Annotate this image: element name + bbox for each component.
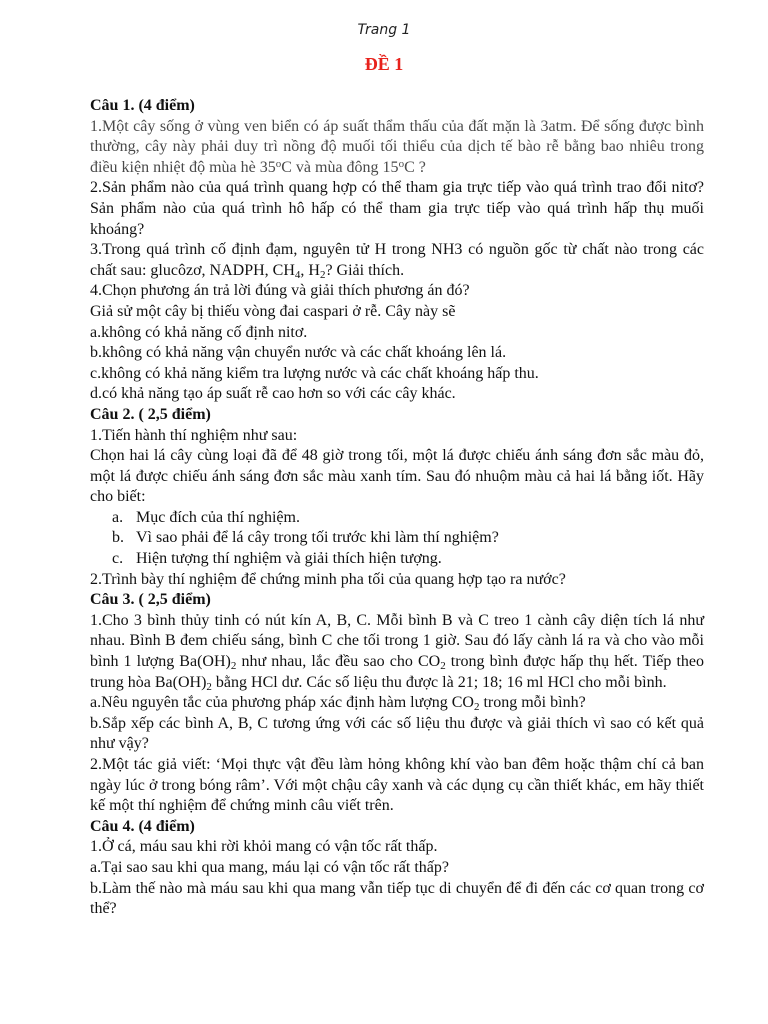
question-1-part-4-intro: Giả sử một cây bị thiếu vòng đai caspari ở rễ. Cây này sẽ: [90, 302, 456, 320]
document-body: [90, 96, 704, 920]
subscript: 2: [473, 701, 480, 714]
question-1-part-2: 2.Sản phẩm nào của quá trình quang hợp có thể tham gia trực tiếp vào quá trình trao đổi nitơ?Sản phẩm nào của quá trình hô hấp có thể tham gia trực tiếp vào quá trình hấp thụ muối khoáng?: [90, 179, 704, 238]
q1-p3-text: 3.Trong quá trình cố định đạm, nguyên tử H trong NH3 có nguồn gốc từ chất nào trong các chất sau: glucôzơ, NADPH, CH: [90, 241, 704, 279]
question-3-part-a: [90, 693, 704, 714]
question-4-part-1: 1.Ở cá, máu sau khi rời khỏi mang có vận tốc rất thấp.: [90, 838, 438, 856]
q3-p1-text-2: như nhau, lắc đều sao cho CO: [236, 653, 441, 671]
question-3-part-1: [90, 611, 704, 693]
question-3-heading: Câu 3. ( 2,5 điểm): [90, 591, 211, 609]
list-marker: b.: [112, 529, 124, 547]
question-4-part-a: a.Tại sao sau khi qua mang, máu lại có vận tốc rất thấp?: [90, 858, 449, 876]
q3-pa-text: a.Nêu nguyên tắc của phương pháp xác định hàm lượng CO: [90, 694, 474, 712]
question-2-part-1-body: Chọn hai lá cây cùng loại đã để 48 giờ trong tối, một lá được chiếu ánh sáng đơn sắc màu đỏ, một lá được chiếu ánh sáng đơn sắc màu xanh tím. Sau đó nhuộm màu cả hai lá bằng iốt. Hãy cho biết:: [90, 447, 704, 506]
subscript: 4: [294, 268, 301, 281]
question-3-part-2: 2.Một tác giả viết: ‘Mọi thực vật đều làm hỏng không khí vào ban đêm hoặc thậm chí cả ban ngày lúc ở trong bóng râm’. Với một chậu cây xanh và các dụng cụ cần thiết khác, em hãy thiết kế một thí nghiệm để chứng minh câu viết trên.: [90, 756, 704, 815]
question-3-part-b: b.Sắp xếp các bình A, B, C tương ứng với các số liệu thu được và giải thích vì sao có kết quả như vậy?: [90, 714, 704, 753]
q1-p1-text: 1.Một cây sống ở vùng ven biển có áp suất thẩm thấu của đất mặn là 3atm. Để sống được bình thường, cây này phải duy trì nồng độ muối tối thiểu của dịch tế bào rễ bằng bao nhiêu trong điều kiện nhiệt độ mùa hè 35: [90, 117, 704, 176]
question-1-part-4: 4.Chọn phương án trả lời đúng và giải thích phương án đó?: [90, 282, 470, 300]
list-item: [90, 528, 704, 549]
list-marker: a.: [112, 508, 124, 526]
question-4-part-b: b.Làm thế nào mà máu sau khi qua mang vẫn tiếp tục di chuyển để đi đến các cơ quan trong cơ thể?: [90, 879, 704, 918]
option-d: d.có khả năng tạo áp suất rễ cao hơn so với các cây khác.: [90, 385, 456, 403]
degree-mark: o: [275, 157, 282, 170]
degree-mark: o: [398, 157, 405, 170]
question-2-part-2: 2.Trình bày thí nghiệm để chứng minh pha tối của quang hợp tạo ra nước?: [90, 570, 566, 588]
q3-p1-text: 1.Cho 3 bình thủy tinh có nút kín A, B, C. Mỗi bình B và C treo 1 cành cây diện tích lá như nhau. Bình B đem chiếu sáng, bình C che tối trong 1 giờ. Sau đó lấy cành lá ra và cho vào mỗi bình 1 lượng Ba(OH): [90, 611, 704, 671]
q3-p1-text-4: bằng HCl dư. Các số liệu thu được là 21; 18; 16 ml HCl cho mỗi bình.: [211, 673, 667, 691]
option-b: b.không có khả năng vận chuyển nước và các chất khoáng lên lá.: [90, 344, 507, 362]
question-2-part-1: 1.Tiến hành thí nghiệm như sau:: [90, 426, 298, 444]
list-marker: c.: [112, 550, 124, 568]
subscript: 2: [206, 680, 212, 693]
subscript: 2: [440, 660, 446, 673]
question-1-heading: Câu 1. (4 điểm): [90, 97, 195, 114]
q3-p1-text-3: trong bình được hấp thụ hết. Tiếp theo trung hòa Ba(OH): [90, 653, 704, 691]
q1-p1-mid: C và mùa đông 15: [281, 158, 399, 176]
q1-p3-mid: , H: [300, 261, 320, 279]
option-a: a.không có khả năng cố định nitơ.: [90, 323, 308, 341]
page-header: Trang 1: [357, 22, 411, 38]
q1-p3-end: ? Giải thích.: [325, 261, 405, 279]
subscript: 2: [230, 660, 237, 673]
list-item-text: Vì sao phải để lá cây trong tối trước khi làm thí nghiệm?: [136, 529, 499, 547]
question-4-heading: Câu 4. (4 điểm): [90, 817, 195, 835]
option-c: c.không có khả năng kiểm tra lượng nước và các chất khoáng hấp thu.: [90, 364, 539, 382]
q1-p1-end: C ?: [404, 158, 426, 176]
question-1-part-1: [90, 117, 704, 179]
question-1-part-3: [90, 240, 704, 281]
q3-pa-end: trong mỗi bình?: [479, 694, 586, 712]
list-item-text: Mục đích của thí nghiệm.: [136, 508, 300, 526]
subscript: 2: [319, 268, 326, 281]
document-title: ĐỀ 1: [364, 54, 404, 74]
list-item: [90, 508, 704, 529]
list-item-text: Hiện tượng thí nghiệm và giải thích hiện tượng.: [136, 550, 442, 568]
list-item: [90, 549, 704, 570]
question-2-heading: Câu 2. ( 2,5 điểm): [90, 405, 211, 423]
